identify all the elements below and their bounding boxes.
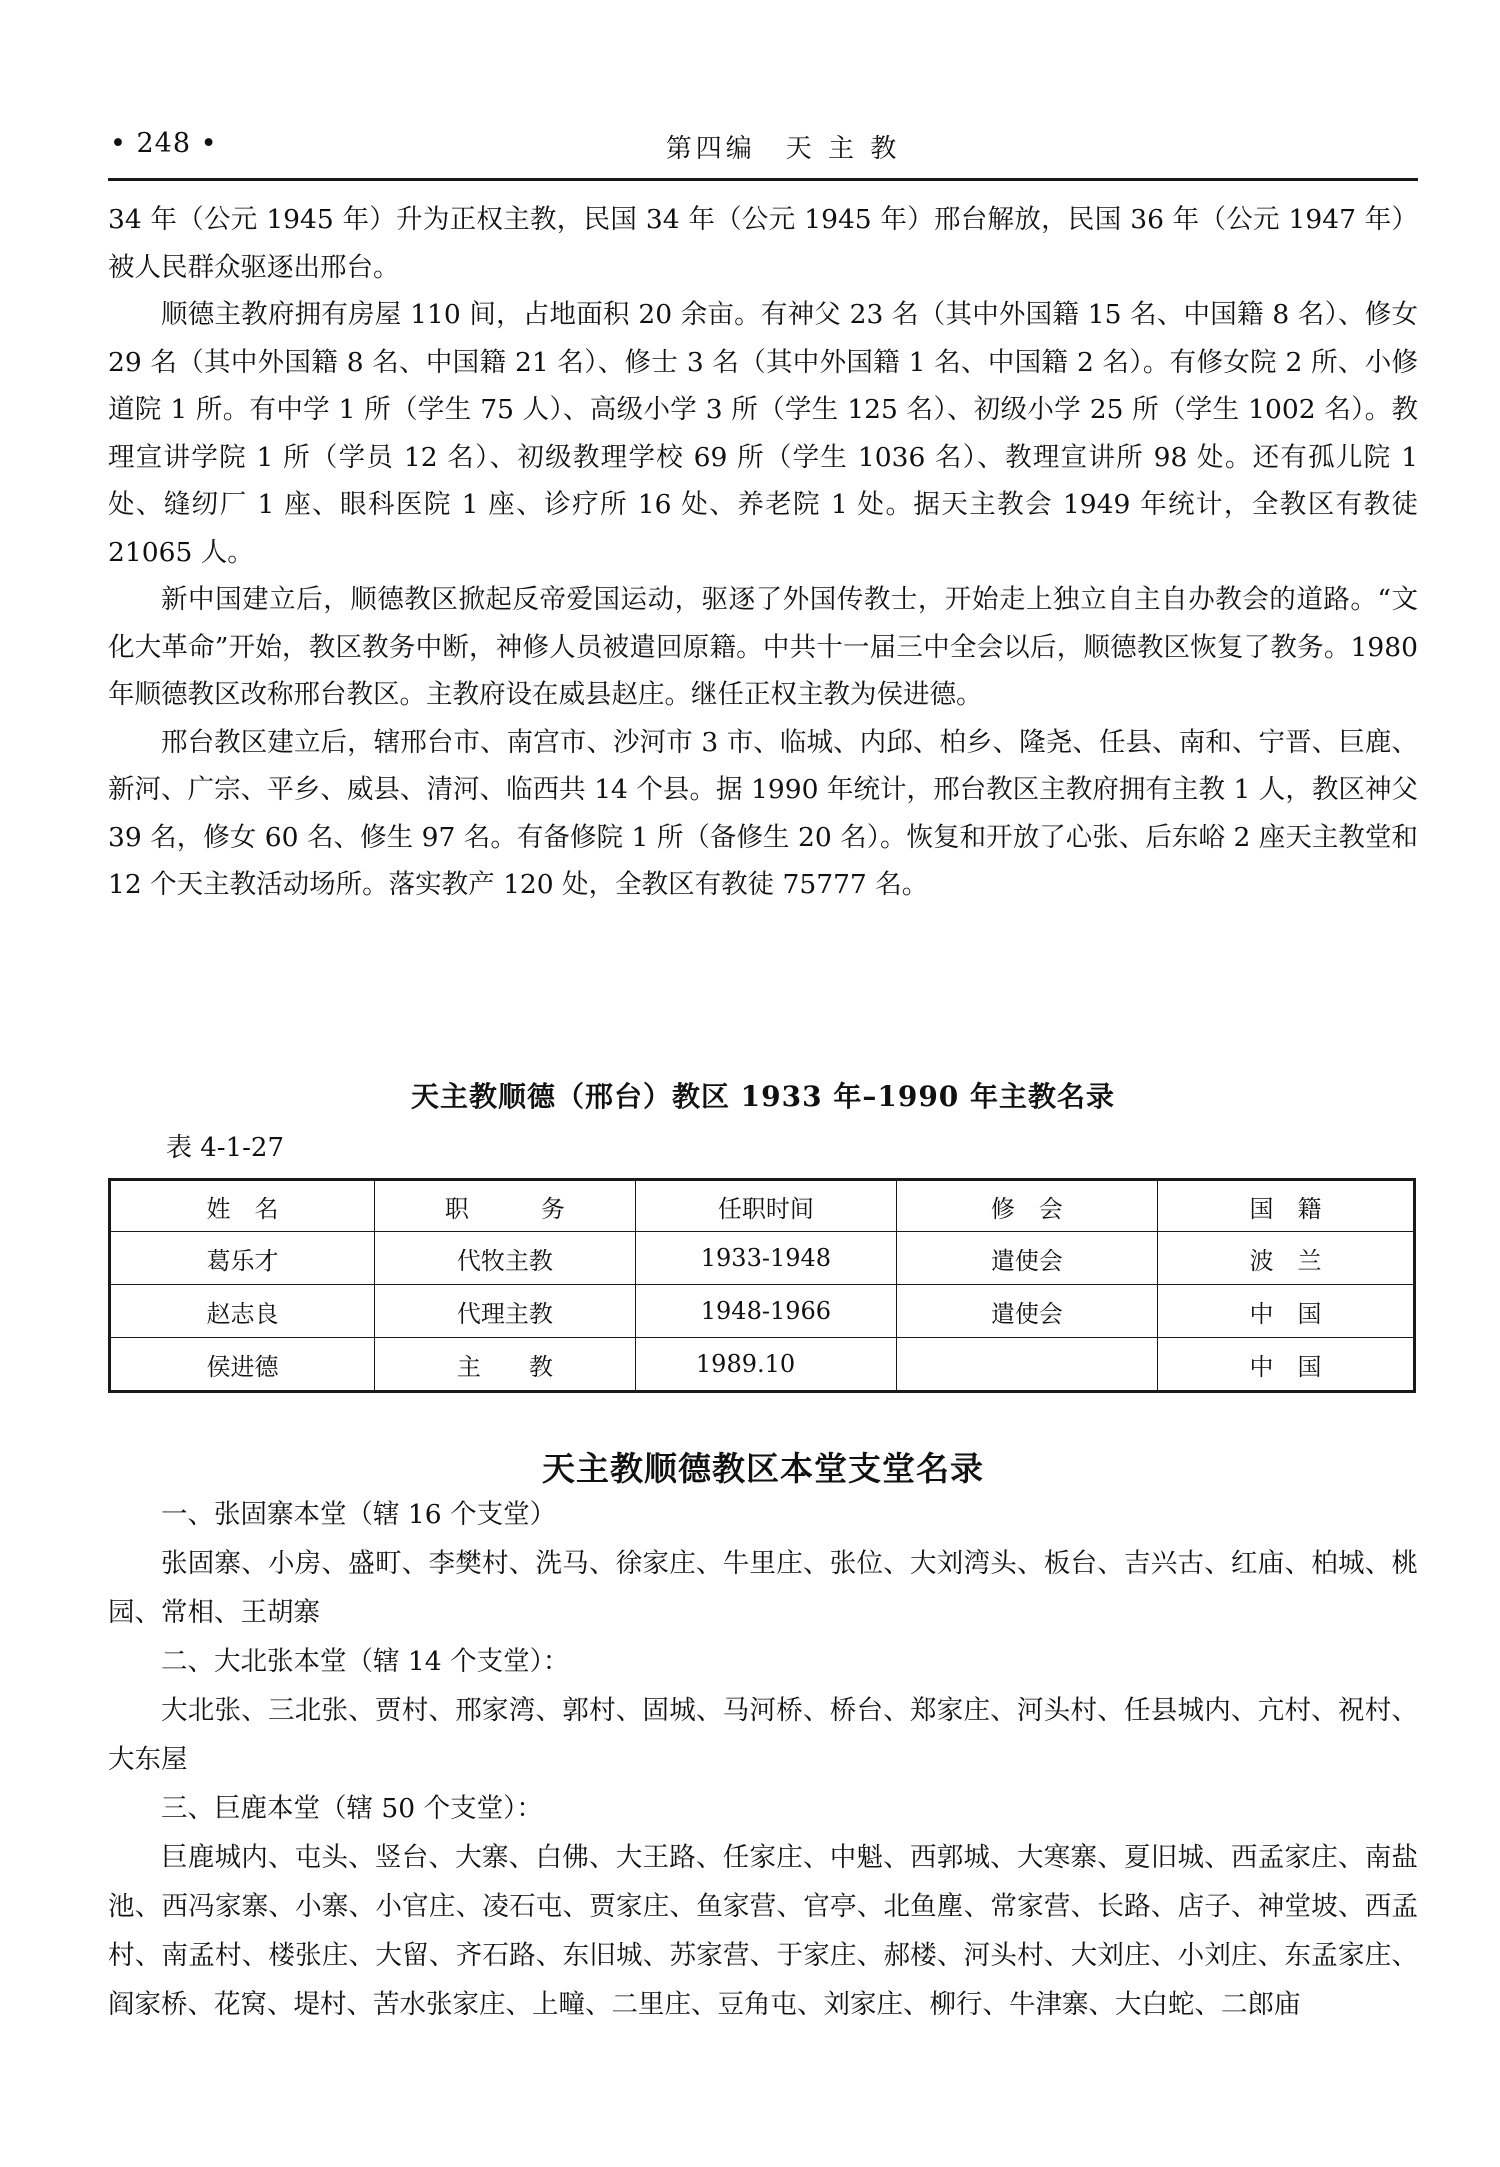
column-header-name: 姓 名 [110, 1180, 375, 1232]
cell-order [896, 1338, 1157, 1392]
cell-position: 主 教 [374, 1338, 635, 1392]
paragraph: 34 年（公元 1945 年）升为正权主教，民国 34 年（公元 1945 年）邢台解放，民国 36 年（公元 1947 年）被人民群众驱逐出邢台。 [108, 204, 1418, 283]
cell-tenure: 1948-1966 [635, 1285, 896, 1338]
cell-order: 遣使会 [896, 1232, 1157, 1285]
body-text [108, 196, 1418, 909]
table-title: 天主教顺德（邢台）教区 1933 年–1990 年主教名录 [410, 1080, 1116, 1113]
parish-group-list: 张固寨、小房、盛町、李樊村、洗马、徐家庄、牛里庄、张位、大刘湾头、板台、吉兴古、红庙、柏城、桃园、常相、王胡寨 [108, 1548, 1418, 1628]
cell-name: 侯进德 [110, 1338, 375, 1392]
cell-nationality: 中 国 [1157, 1338, 1414, 1392]
parish-group-heading: 一、张固寨本堂（辖 16 个支堂） [161, 1499, 557, 1530]
parish-group-list: 巨鹿城内、屯头、竖台、大寨、白佛、大王路、任家庄、中魁、西郭城、大寒寨、夏旧城、西孟家庄、南盐池、西冯家寨、小寨、小官庄、凌石屯、贾家庄、鱼家营、官亭、北鱼塵、常家营、长路、店子、神堂坡、西孟村、南孟村、楼张庄、大留、齐石路、东旧城、苏家营、于家庄、郝楼、河头村、大刘庄、小刘庄、东孟家庄、阎家桥、花窝、堤村、苦水张家庄、上疃、二里庄、豆角屯、刘家庄、柳行、牛津寨、大白蛇、二郎庙 [108, 1842, 1418, 2020]
column-header-position: 职 务 [374, 1180, 635, 1232]
cell-name: 赵志良 [110, 1285, 375, 1338]
bishop-table [108, 1178, 1416, 1393]
cell-position: 代牧主教 [374, 1232, 635, 1285]
header-rule [108, 178, 1418, 181]
column-header-nationality: 国 籍 [1157, 1180, 1414, 1232]
table-header-row [110, 1180, 1415, 1232]
parish-list [108, 1490, 1418, 2029]
paragraph: 邢台教区建立后，辖邢台市、南宫市、沙河市 3 市、临城、内邱、柏乡、隆尧、任县、南和、宁晋、巨鹿、新河、广宗、平乡、威县、清河、临西共 14 个县。据 1990 年统计，邢台教区主教府拥有主教 1 人，教区神父 39 名，修女 60 名、修生 97 名。有备修院 1 所（备修生 20 名）。恢复和开放了心张、后东峪 2 座天主教堂和 12 个天主教活动场所。落实教产 120 处，全教区有教徒 75777 名。 [108, 726, 1418, 900]
column-header-order: 修 会 [896, 1180, 1157, 1232]
cell-nationality: 波 兰 [1157, 1232, 1414, 1285]
cell-position: 代理主教 [374, 1285, 635, 1338]
table-row [110, 1232, 1415, 1285]
cell-tenure: 1933-1948 [635, 1232, 896, 1285]
parish-group-heading: 二、大北张本堂（辖 14 个支堂）： [161, 1646, 570, 1677]
cell-nationality: 中 国 [1157, 1285, 1414, 1338]
table-row [110, 1285, 1415, 1338]
cell-order: 遣使会 [896, 1285, 1157, 1338]
table-row [110, 1338, 1415, 1392]
page-number: • 248 • [110, 128, 218, 159]
table-number: 表 4-1-27 [166, 1133, 285, 1163]
running-title: 第四编 天 主 教 [665, 134, 901, 164]
cell-tenure: 1989.10 [635, 1338, 896, 1392]
parish-group-list: 大北张、三北张、贾村、邢家湾、郭村、固城、马河桥、桥台、郑家庄、河头村、任县城内、亢村、祝村、大东屋 [108, 1695, 1418, 1775]
cell-name: 葛乐才 [110, 1232, 375, 1285]
page-header [108, 128, 1418, 168]
parish-group-heading: 三、巨鹿本堂（辖 50 个支堂）： [161, 1793, 543, 1824]
column-header-tenure: 任职时间 [635, 1180, 896, 1232]
paragraph: 顺德主教府拥有房屋 110 间，占地面积 20 余亩。有神父 23 名（其中外国籍 15 名、中国籍 8 名）、修女 29 名（其中外国籍 8 名、中国籍 21 名）、修士 3 名（其中外国籍 1 名、中国籍 2 名）。有修女院 2 所、小修道院 1 所。有中学 1 所（学生 75 人）、高级小学 3 所（学生 125 名）、初级小学 25 所（学生 1002 名）。教理宣讲学院 1 所（学员 12 名）、初级教理学校 69 所（学生 1036 名）、教理宣讲所 98 处。还有孤儿院 1 处、缝纫厂 1 座、眼科医院 1 座、诊疗所 16 处、养老院 1 处。据天主教会 1949 年统计，全教区有教徒 21065 人。 [108, 299, 1418, 568]
section-title: 天主教顺德教区本堂支堂名录 [542, 1449, 984, 1488]
paragraph: 新中国建立后，顺德教区掀起反帝爱国运动，驱逐了外国传教士，开始走上独立自主自办教会的道路。“文化大革命”开始，教区教务中断，神修人员被遣回原籍。中共十一届三中全会以后，顺德教区恢复了教务。1980 年顺德教区改称邢台教区。主教府设在威县赵庄。继任正权主教为侯进德。 [108, 584, 1418, 710]
